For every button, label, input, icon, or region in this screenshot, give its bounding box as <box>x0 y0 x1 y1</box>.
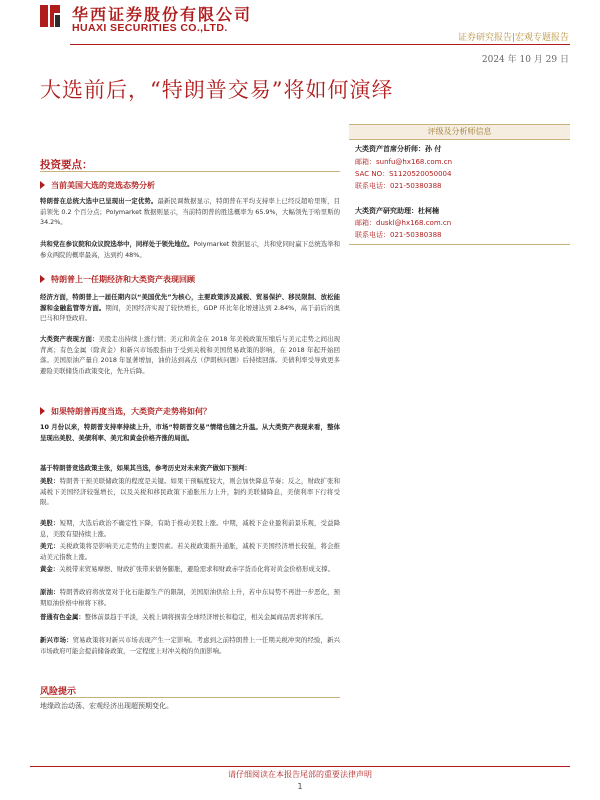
section-1-para-2-body: Polymarket 数据显示，共和党同时赢下总统选举和参众两院的概率最高，达到约 48%。 <box>40 240 340 259</box>
forecast-item-key: 美元： <box>40 542 60 550</box>
section-1-para-1-body: 最新民调数据显示，特朗普在平均支持率上已经反超哈里斯，目前领先 0.2 个百分点；Polymarket 数据则显示，当前特朗普的胜选概率为 65.9%，大幅领先于哈里斯的 34.2%。 <box>40 197 341 227</box>
forecast-item-value: 整体前景趋于平淡，关税上调将损害全球经济增长和稳定，相关金属商品需求将承压。 <box>84 613 328 621</box>
forecast-item <box>40 518 340 539</box>
section-3-text: 如果特朗普再度当选，大类资产走势将如何？ <box>51 406 211 416</box>
report-type: 证券研究报告|宏观专题报告 <box>457 33 569 43</box>
forecast-item-key: 美股： <box>40 477 60 485</box>
panel-header <box>349 124 570 140</box>
report-title: 大选前后，“特朗普交易”将如何演绎 <box>40 78 394 102</box>
section-2-para-2-lead: 大类资产表现方面： <box>40 335 99 343</box>
header-rule <box>70 44 570 45</box>
analyst2-email[interactable]: 邮箱：duskl@hx168.com.cn <box>355 219 452 227</box>
investment-highlights-heading: 投资要点： <box>40 159 93 171</box>
analyst1-email[interactable]: 邮箱：sunfu@hx168.com.cn <box>355 158 453 166</box>
company-name-cn: 华西证券股份有限公司 <box>72 5 253 24</box>
forecast-item-key: 美股： <box>40 519 60 527</box>
section-1-para-2-lead: 共和党在参议院和众议院选举中，同样处于领先地位。 <box>40 240 194 248</box>
triangle-bullet-icon <box>40 275 45 283</box>
panel-heading: 评级及分析师信息 <box>427 127 492 136</box>
panel-bottom-rule <box>349 244 570 245</box>
forecast-item-value: 短期，大选后政治不确定性下降，有助于推动美股上涨。中期，减税下企业盈利前景乐观，受益降息，美股有望持续上涨。 <box>40 519 341 538</box>
forecast-item-key: 普通有色金属： <box>40 613 85 621</box>
analyst1-sac: SAC NO：S1120520050004 <box>355 170 452 178</box>
forecast-item <box>40 564 340 575</box>
forecast-item-value: 关税政策将是影响美元走势的主要因素。若关税政策推升通胀，减税下美国经济增长较强，将会推动美元指数上涨。 <box>40 542 341 561</box>
analyst2-phone: 联系电话：021-50380388 <box>355 231 442 239</box>
forecast-intro <box>40 463 340 474</box>
forecast-item-key: 原油： <box>40 588 60 596</box>
section-3-para-1 <box>40 422 340 443</box>
section-3-para-1-body: 10 月份以来，特朗普支持率持续上升，市场“特朗普交易”情绪也随之升温。从大类资产表现来看，整体呈现出美股、美债利率、美元和黄金价格齐涨的局面。 <box>40 423 340 442</box>
forecast-item-value: 贸易政策将对新兴市场表现产生一定影响。考虑到之前特朗普上一任期关税冲突的经验，新兴市场政府可能会提前储备政策，一定程度上对冲关税的负面影响。 <box>40 636 340 655</box>
analyst-panel <box>349 124 570 245</box>
section-2-para-1-body: 期间，美国经济实现了较快增长，GDP 环比年化增速达到 2.84%，高于前后的奥巴马和拜登政府。 <box>40 303 341 323</box>
triangle-bullet-icon <box>40 181 45 189</box>
highlights-rule <box>40 171 340 172</box>
section-2-para-2-body: 美股走出持续上涨行情；美元和黄金在 2018 年美税政策压缩后与美元走势之间出现背离；有色金属（除黄金）和新兴市场股指由于受到关税和美国贸易政策的影响，在 2018 年起开始回落。美国原油产量自 2018 年显著增加，油价达到高点（伊朗核问题）后持续回落。美债利率受导致更多避险美联储货币政策变化，先升后降。 <box>40 335 340 375</box>
page-number: 1 <box>297 782 303 791</box>
analyst1-phone: 联系电话：021-50380388 <box>355 182 442 190</box>
company-name-en: HUAXI SECURITIES CO.,LTD. <box>72 22 228 34</box>
forecast-item <box>40 612 340 623</box>
forecast-item-key: 新兴市场： <box>40 636 73 644</box>
section-2-para-1-lead: 经济方面，特朗普上一届任期内以“美国优先”为核心，主要政策涉及减税、贸易保护、移民限制、放松能源和金融监管等方面。 <box>40 293 340 312</box>
section-2-text: 特朗普上一任期经济和大类资产表现回顾 <box>51 274 195 284</box>
triangle-bullet-icon <box>40 407 45 415</box>
section-1-para-2 <box>40 239 340 260</box>
forecast-item-value: 关税带来贸易摩擦、财政扩张带来债务膨胀，避险需求和财政赤字货币化将对黄金价格形成支撑。 <box>59 565 334 573</box>
risk-rule <box>40 697 340 698</box>
section-1-para-1-lead: 特朗普在总统大选中已呈现出一定优势。 <box>40 197 158 205</box>
report-date: 2024 年 10 月 29 日 <box>481 55 569 65</box>
forecast-item <box>40 587 340 608</box>
footer-disclaimer: 请仔细阅读在本报告尾部的重要法律声明 <box>228 770 372 779</box>
section-1-text: 当前美国大选的竞选态势分析 <box>51 180 155 190</box>
forecast-item <box>40 476 340 508</box>
section-1-para-1 <box>40 196 340 228</box>
analyst2-title: 大类资产研究助理：杜柯楠 <box>355 207 439 215</box>
section-3-heading <box>40 406 211 417</box>
risk-text: 地缘政治动荡、宏观经济出现超预期变化。 <box>40 702 173 710</box>
forecast-item <box>40 635 340 656</box>
footer-rule <box>30 766 570 767</box>
risk-heading: 风险提示 <box>40 687 77 697</box>
forecast-item-value: 特朗普干预美联储政策的程度是关键。如果干预幅度较大，则会加快降息节奏；反之，财政扩张和减税下美国经济较强增长，以及关税和移民政策下通胀压力上升，制约美联储降息，美债利率下行将受限。 <box>40 477 341 507</box>
forecast-item <box>40 541 340 562</box>
forecast-intro-text: 基于特朗普竞选政策主张，如果其当选，参考历史对未来资产做如下预判： <box>40 464 251 472</box>
analyst1-title: 大类资产首席分析师：孙 付 <box>355 145 442 153</box>
section-2-heading <box>40 274 195 285</box>
forecast-item-key: 黄金： <box>40 565 60 573</box>
forecast-item-value: 特朗普政府将放宽对于化石能源生产的限制，美国原油供给上升，若中东局势不再进一步恶化，预期原油价格中枢将下移。 <box>40 588 341 607</box>
section-2-para-1 <box>40 292 340 324</box>
section-2-para-2 <box>40 334 340 376</box>
huaxi-logo-icon <box>38 3 62 29</box>
section-1-heading <box>40 180 155 191</box>
